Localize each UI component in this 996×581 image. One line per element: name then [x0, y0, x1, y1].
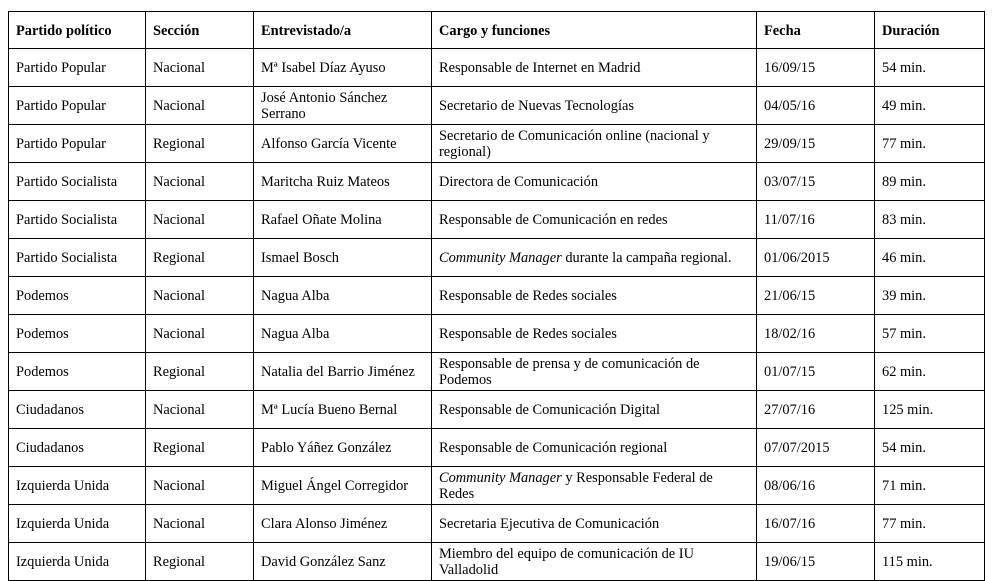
cargo-text: Responsable de Internet en Madrid — [439, 60, 641, 76]
table-row — [9, 239, 985, 277]
cell-entrevistado: José Antonio Sánchez Serrano — [254, 87, 432, 125]
header-duracion: Duración — [875, 12, 985, 49]
table-row — [9, 543, 985, 581]
cell-seccion: Nacional — [146, 87, 254, 125]
table-row — [9, 353, 985, 391]
table-body — [9, 49, 985, 581]
cargo-text: Responsable de Comunicación Digital — [439, 402, 661, 418]
cell-duracion: 125 min. — [875, 391, 985, 429]
cell-duracion: 54 min. — [875, 429, 985, 467]
table-row — [9, 505, 985, 543]
cell-duracion: 57 min. — [875, 315, 985, 353]
cell-fecha: 27/07/16 — [757, 391, 875, 429]
header-entrevistado: Entrevistado/a — [254, 12, 432, 49]
cargo-text: Secretaria Ejecutiva de Comunicación — [439, 516, 660, 532]
cell-fecha: 16/07/16 — [757, 505, 875, 543]
cell-entrevistado: Miguel Ángel Corregidor — [254, 467, 432, 505]
table-row — [9, 391, 985, 429]
cell-seccion: Nacional — [146, 505, 254, 543]
cell-partido: Partido Popular — [9, 87, 146, 125]
cell-duracion: 49 min. — [875, 87, 985, 125]
cell-partido: Ciudadanos — [9, 391, 146, 429]
cell-fecha: 18/02/16 — [757, 315, 875, 353]
cargo-text: Miembro del equipo de comunicación de IU Valladolid — [439, 546, 694, 578]
cell-duracion: 39 min. — [875, 277, 985, 315]
cell-cargo — [432, 353, 757, 391]
cell-entrevistado: Clara Alonso Jiménez — [254, 505, 432, 543]
cell-fecha: 29/09/15 — [757, 125, 875, 163]
header-partido: Partido político — [9, 12, 146, 49]
cell-cargo — [432, 543, 757, 581]
cell-partido: Partido Popular — [9, 125, 146, 163]
cell-seccion: Nacional — [146, 315, 254, 353]
cargo-emphasis: Community Manager — [439, 470, 562, 486]
cell-entrevistado: Nagua Alba — [254, 277, 432, 315]
cell-duracion: 83 min. — [875, 201, 985, 239]
cell-seccion: Regional — [146, 429, 254, 467]
cell-cargo — [432, 49, 757, 87]
cell-cargo — [432, 163, 757, 201]
cell-fecha: 03/07/15 — [757, 163, 875, 201]
cargo-text: y Responsable Federal de Redes — [439, 470, 713, 502]
cell-cargo — [432, 505, 757, 543]
cargo-text: Responsable de Comunicación regional — [439, 440, 668, 456]
cell-entrevistado: Maritcha Ruiz Mateos — [254, 163, 432, 201]
cargo-text: Responsable de Redes sociales — [439, 326, 617, 342]
cell-fecha: 11/07/16 — [757, 201, 875, 239]
cargo-emphasis: Community Manager — [439, 250, 562, 266]
header-row — [9, 12, 985, 49]
table-row — [9, 87, 985, 125]
cell-cargo — [432, 391, 757, 429]
cell-fecha: 08/06/16 — [757, 467, 875, 505]
table-row — [9, 467, 985, 505]
cell-cargo — [432, 201, 757, 239]
cell-partido: Izquierda Unida — [9, 543, 146, 581]
table-row — [9, 201, 985, 239]
cell-partido: Podemos — [9, 353, 146, 391]
cell-fecha: 19/06/15 — [757, 543, 875, 581]
cell-entrevistado: Alfonso García Vicente — [254, 125, 432, 163]
cell-entrevistado: Ismael Bosch — [254, 239, 432, 277]
cell-entrevistado: Rafael Oñate Molina — [254, 201, 432, 239]
cell-cargo — [432, 87, 757, 125]
cell-fecha: 04/05/16 — [757, 87, 875, 125]
cell-duracion: 71 min. — [875, 467, 985, 505]
cell-fecha: 16/09/15 — [757, 49, 875, 87]
cell-seccion: Regional — [146, 353, 254, 391]
cell-entrevistado: Mª Lucía Bueno Bernal — [254, 391, 432, 429]
cell-partido: Partido Socialista — [9, 201, 146, 239]
cell-partido: Partido Popular — [9, 49, 146, 87]
table-row — [9, 277, 985, 315]
cell-duracion: 62 min. — [875, 353, 985, 391]
header-cargo: Cargo y funciones — [432, 12, 757, 49]
table-row — [9, 315, 985, 353]
cargo-text: Secretario de Comunicación online (nacional y regional) — [439, 128, 710, 160]
cell-fecha: 01/06/2015 — [757, 239, 875, 277]
cell-duracion: 46 min. — [875, 239, 985, 277]
cell-cargo — [432, 277, 757, 315]
cell-seccion: Nacional — [146, 201, 254, 239]
cell-cargo — [432, 429, 757, 467]
cell-seccion: Nacional — [146, 391, 254, 429]
cell-partido: Izquierda Unida — [9, 467, 146, 505]
table-row — [9, 49, 985, 87]
cell-entrevistado: Natalia del Barrio Jiménez — [254, 353, 432, 391]
cell-fecha: 07/07/2015 — [757, 429, 875, 467]
cell-partido: Podemos — [9, 277, 146, 315]
cell-fecha: 21/06/15 — [757, 277, 875, 315]
cell-seccion: Regional — [146, 239, 254, 277]
cell-seccion: Nacional — [146, 163, 254, 201]
cell-cargo — [432, 467, 757, 505]
cell-fecha: 01/07/15 — [757, 353, 875, 391]
cell-seccion: Regional — [146, 125, 254, 163]
cell-duracion: 77 min. — [875, 505, 985, 543]
cell-partido: Partido Socialista — [9, 163, 146, 201]
table-row — [9, 429, 985, 467]
cell-duracion: 77 min. — [875, 125, 985, 163]
cell-seccion: Regional — [146, 543, 254, 581]
cell-duracion: 89 min. — [875, 163, 985, 201]
cargo-text: Responsable de Redes sociales — [439, 288, 617, 304]
cell-partido: Podemos — [9, 315, 146, 353]
cell-partido: Partido Socialista — [9, 239, 146, 277]
table-row — [9, 163, 985, 201]
cargo-text: Responsable de Comunicación en redes — [439, 212, 668, 228]
cell-seccion: Nacional — [146, 49, 254, 87]
cell-cargo — [432, 315, 757, 353]
interviews-table — [8, 11, 985, 581]
cell-entrevistado: Pablo Yáñez González — [254, 429, 432, 467]
cell-partido: Izquierda Unida — [9, 505, 146, 543]
table-row — [9, 125, 985, 163]
cell-cargo — [432, 125, 757, 163]
cell-entrevistado: David González Sanz — [254, 543, 432, 581]
cargo-text: Secretario de Nuevas Tecnologías — [439, 98, 634, 114]
cell-entrevistado: Nagua Alba — [254, 315, 432, 353]
header-seccion: Sección — [146, 12, 254, 49]
cargo-text: durante la campaña regional. — [561, 250, 732, 266]
cargo-text: Directora de Comunicación — [439, 174, 599, 190]
cell-duracion: 115 min. — [875, 543, 985, 581]
cell-seccion: Nacional — [146, 467, 254, 505]
cell-duracion: 54 min. — [875, 49, 985, 87]
header-fecha: Fecha — [757, 12, 875, 49]
cell-cargo — [432, 239, 757, 277]
cell-partido: Ciudadanos — [9, 429, 146, 467]
cargo-text: Responsable de prensa y de comunicación de Podemos — [439, 356, 700, 388]
cell-seccion: Nacional — [146, 277, 254, 315]
cell-entrevistado: Mª Isabel Díaz Ayuso — [254, 49, 432, 87]
table-header — [9, 12, 985, 49]
